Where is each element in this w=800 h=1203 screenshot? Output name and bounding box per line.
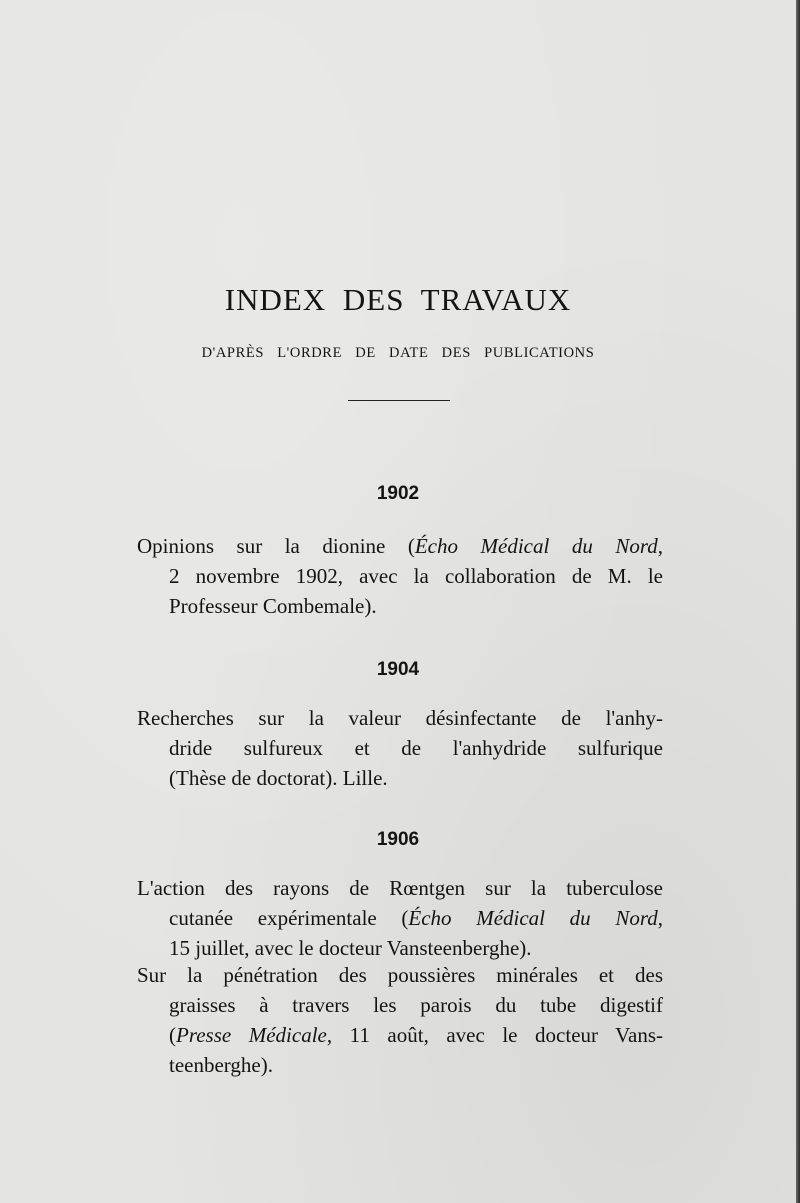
journal-title: Écho Médical du Nord — [408, 906, 658, 930]
entry-line: L'action des rayons de Rœntgen sur la tuberculose — [137, 876, 663, 900]
page-edge — [796, 0, 800, 1203]
year-heading-1904: 1904 — [376, 659, 420, 680]
entry-line: dride sulfureux et de l'anhydride sulfurique — [169, 736, 663, 760]
entry-line: (Presse Médicale, 11 août, avec le docteur Vans- — [169, 1023, 663, 1047]
publication-entry — [137, 703, 663, 793]
entry-line: (Thèse de doctorat). Lille. — [169, 766, 388, 790]
publication-entry — [137, 531, 663, 621]
journal-title: Presse Médicale — [176, 1023, 327, 1047]
entry-line: cutanée expérimentale (Écho Médical du Nord, — [169, 906, 663, 930]
entry-line: 15 juillet, avec le docteur Vansteenberghe). — [169, 936, 532, 960]
journal-title: Écho Médical du Nord — [414, 534, 658, 558]
year-heading-1902: 1902 — [376, 483, 420, 504]
page-title: INDEX DES TRAVAUX — [224, 282, 572, 317]
entry-line: graisses à travers les parois du tube digestif — [169, 993, 663, 1017]
publication-entry — [137, 873, 663, 963]
entry-line: Opinions sur la dionine (Écho Médical du Nord, — [137, 534, 663, 558]
publication-entry — [137, 960, 663, 1080]
title-divider — [348, 400, 450, 401]
entry-line: Professeur Combemale). — [169, 594, 377, 618]
entry-line: Recherches sur la valeur désinfectante de l'anhy- — [137, 706, 663, 730]
entry-line: Sur la pénétration des poussières minérales et des — [137, 963, 663, 987]
page-subtitle: D'APRÈS L'ORDRE DE DATE DES PUBLICATIONS — [201, 345, 595, 361]
entry-line: teenberghe). — [169, 1053, 273, 1077]
entry-line: 2 novembre 1902, avec la collaboration de M. le — [169, 564, 663, 588]
year-heading-1906: 1906 — [376, 829, 420, 850]
